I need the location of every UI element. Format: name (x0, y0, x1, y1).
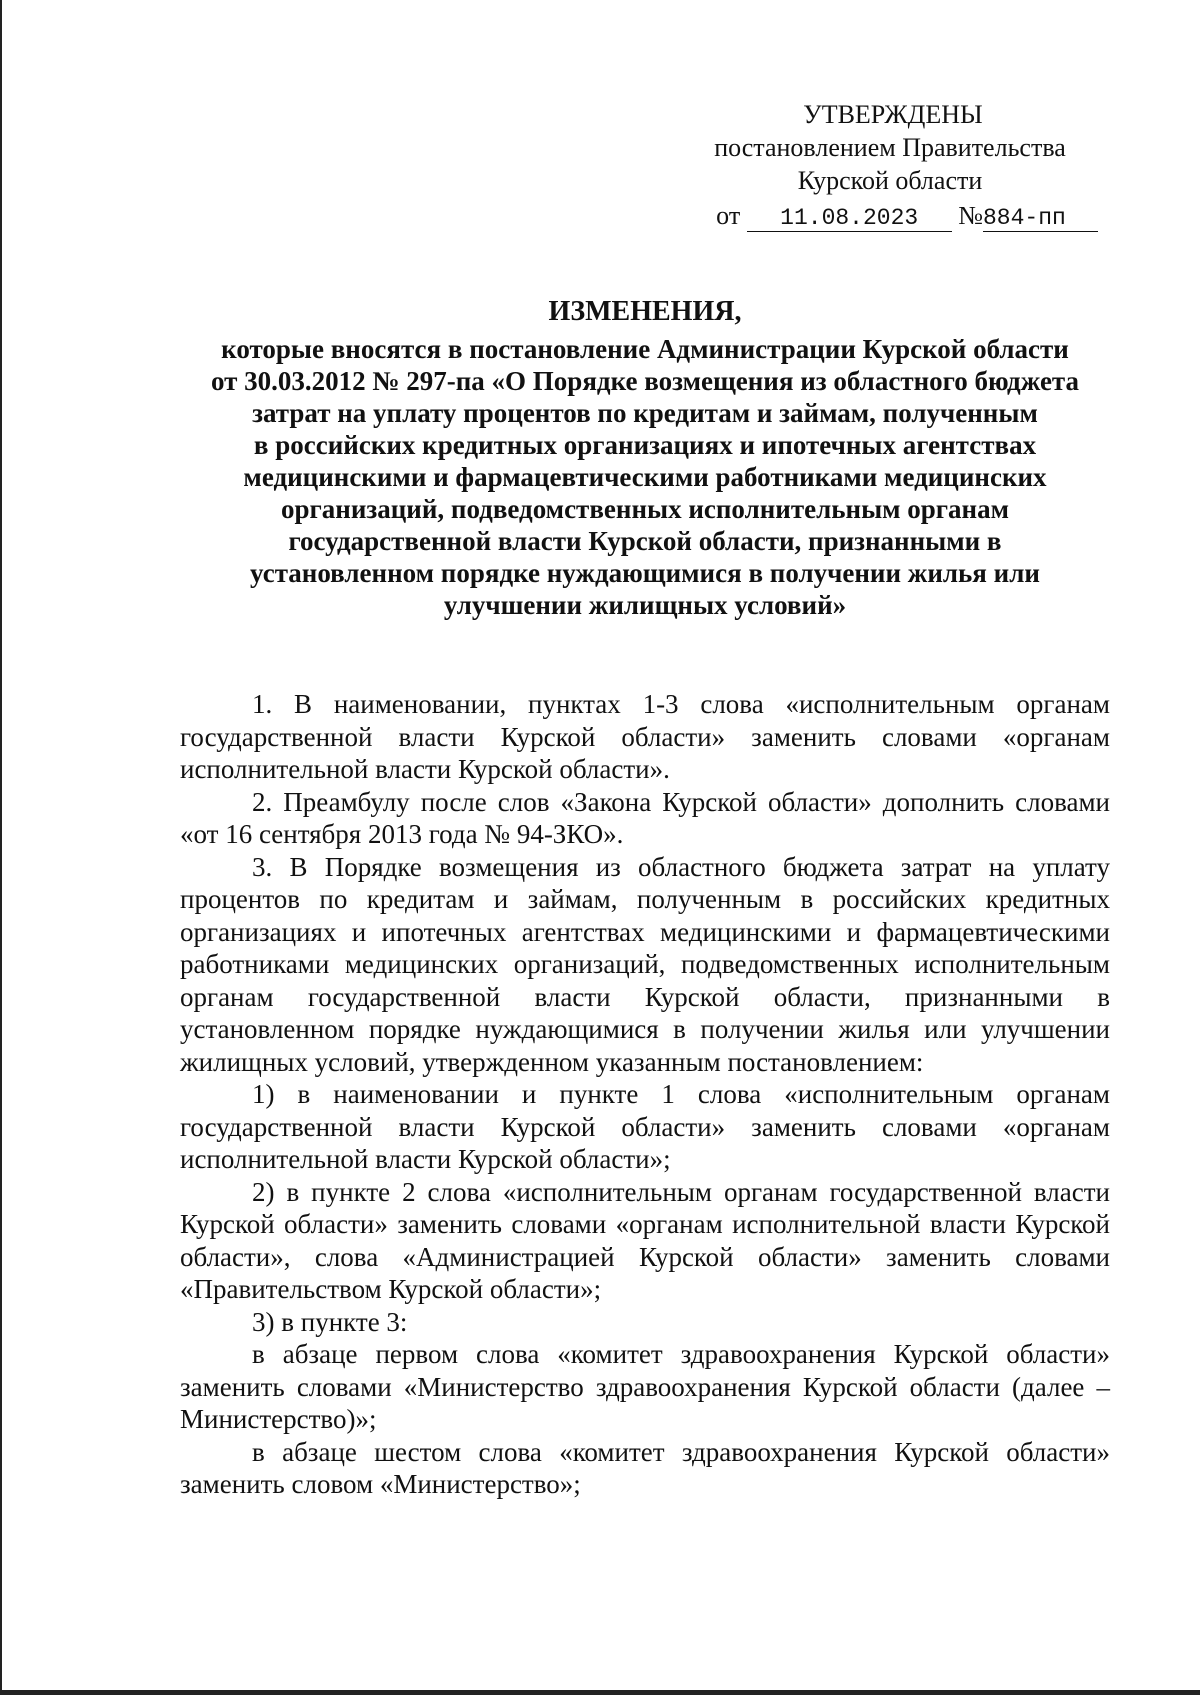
paragraph-item-3: 3. В Порядке возмещения из областного бюджета затрат на уплату процентов по кредитам и займам, полученным в российских кредитных организациях и ипотечных агентствах медицинскими и фармацевтическими работниками медицинских организаций, подведомственных исполнительным органам государственной власти Курской области, признанными в установленном порядке нуждающимися в получении жилья или улучшении жилищных условий, утвержденном указанным постановлением: (180, 851, 1110, 1077)
heading-line: организаций, подведомственных исполнительным органам (280, 494, 1010, 524)
date-prefix: от (716, 201, 741, 230)
heading-line: в российских кредитных организациях и ипотечных агентствах (253, 430, 1037, 460)
document-heading (150, 296, 1140, 621)
paragraph-abzac-sixth: в абзаце шестом слова «комитет здравоохранения Курской области» заменить словом «Министерство»; (180, 1436, 1110, 1499)
paragraph-subitem-3: 3) в пункте 3: (252, 1306, 408, 1337)
number-prefix: № (958, 201, 983, 230)
approval-stamp-block (680, 98, 1100, 232)
heading-line: которые вносятся в постановление Администрации Курской области (221, 334, 1069, 364)
paragraph-item-2: 2. Преамбулу после слов «Закона Курской области» дополнить словами «от 16 сентября 2013 года № 94-ЗКО». (180, 786, 1110, 849)
heading-line: от 30.03.2012 № 297-па «О Порядке возмещения из областного бюджета (210, 366, 1080, 396)
paragraph-subitem-2: 2) в пункте 2 слова «исполнительным органам государственной власти Курской области» заменить словами «органам исполнительной власти Курской области», слова «Администрацией Курской области» заменить словами «Правительством Курской области»; (180, 1176, 1110, 1304)
scan-edge-left (0, 0, 2, 1695)
approval-date: 11.08.2023 (747, 205, 952, 232)
approval-line-2: Курской области (797, 166, 983, 195)
heading-line: затрат на уплату процентов по кредитам и займам, полученным (252, 398, 1038, 428)
document-body (180, 688, 1110, 1501)
scan-edge-bottom (0, 1690, 1200, 1695)
approval-date-line (680, 199, 1100, 232)
heading-title: ИЗМЕНЕНИЯ, (548, 296, 742, 327)
approval-number: 884-пп (983, 205, 1098, 232)
heading-line: установленном порядке нуждающимися в получении жилья или (250, 558, 1040, 588)
heading-line: улучшении жилищных условий» (443, 590, 847, 620)
heading-line: медицинскими и фармацевтическими работниками медицинских (243, 462, 1047, 492)
approval-title: УТВЕРЖДЕНЫ (803, 100, 983, 129)
paragraph-abzac-first: в абзаце первом слова «комитет здравоохранения Курской области» заменить словами «Министерство здравоохранения Курской области (далее – Министерство)»; (180, 1339, 1110, 1434)
approval-line-1: постановлением Правительства (714, 133, 1066, 162)
paragraph-item-1: 1. В наименовании, пунктах 1-3 слова «исполнительным органам государственной власти Курской области» заменить словами «органам исполнительной власти Курской области». (180, 689, 1110, 784)
paragraph-subitem-1: 1) в наименовании и пункте 1 слова «исполнительным органам государственной власти Курской области» заменить словами «органам исполнительной власти Курской области»; (180, 1079, 1110, 1174)
heading-line: государственной власти Курской области, признанными в (288, 526, 1002, 556)
